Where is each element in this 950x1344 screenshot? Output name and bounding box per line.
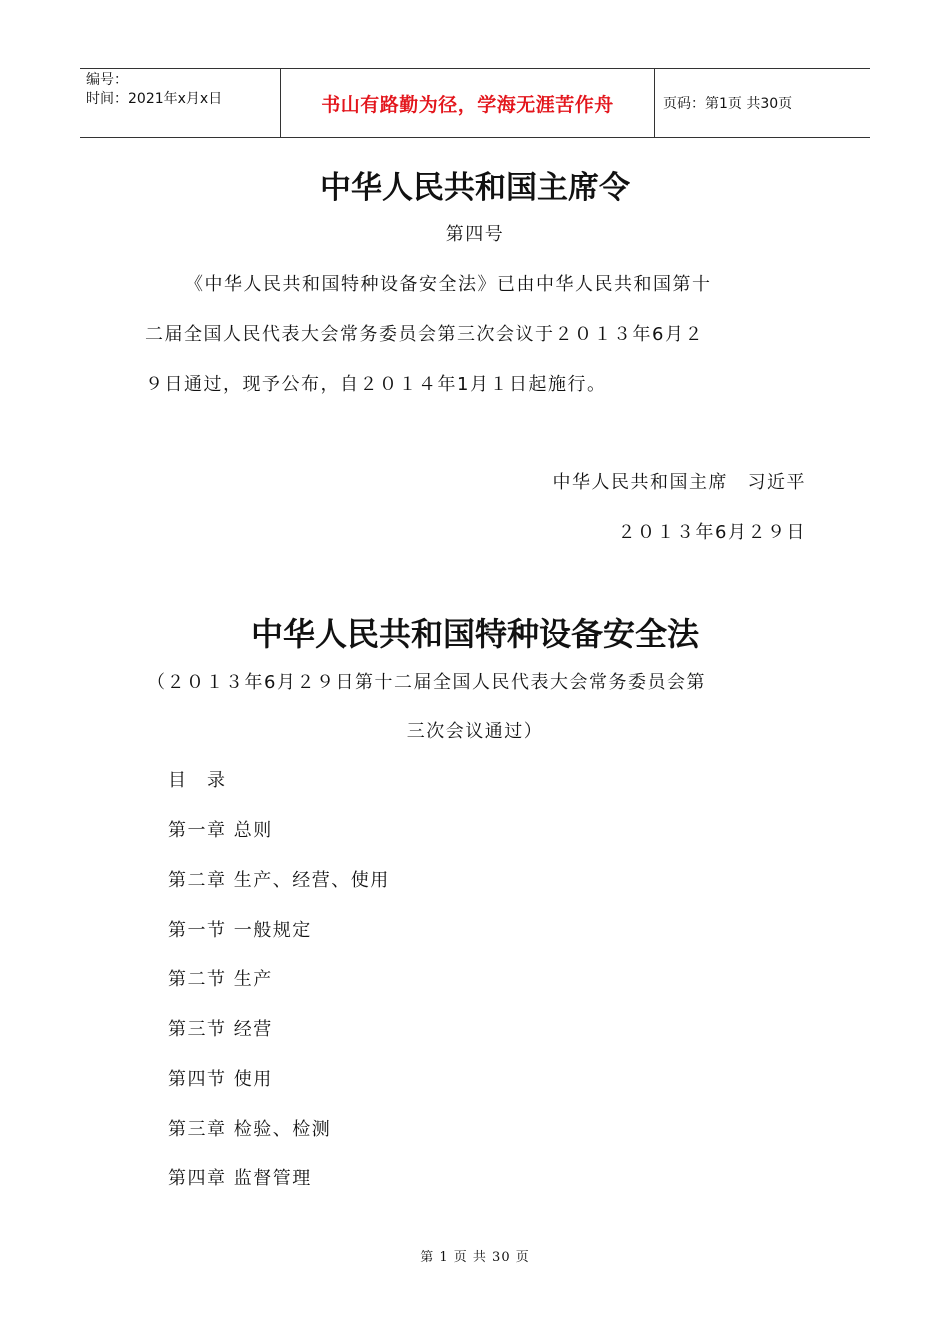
order-signature: 中华人民共和国主席 习近平 (552, 472, 806, 493)
toc-item: 第一章 总则 (168, 820, 273, 841)
order-body-line-3: ９日通过，现予公布，自２０１４年1月１日起施行。 (145, 374, 607, 395)
toc-item: 第三节 经营 (168, 1019, 273, 1040)
time-label: 时间：2021年x月x日 (86, 91, 223, 107)
motto-text: 书山有路勤为径，学海无涯苦作舟 (321, 93, 614, 116)
page-footer: 第 1 页 共 30 页 (420, 1250, 530, 1265)
document-header (80, 68, 870, 138)
order-title: 中华人民共和国主席令 (320, 170, 630, 206)
toc-item: 第一节 一般规定 (168, 920, 312, 941)
order-date: ２０１３年6月２９日 (617, 522, 806, 543)
toc-item: 第四章 监督管理 (168, 1168, 312, 1189)
header-meta-cell (80, 69, 281, 137)
order-number: 第四号 (445, 224, 505, 245)
law-title: 中华人民共和国特种设备安全法 (250, 615, 699, 653)
toc-item: 第三章 检验、检测 (168, 1119, 332, 1140)
header-page-cell (655, 69, 870, 137)
toc-heading: 目 录 (168, 770, 227, 791)
page-info: 页码：第1页 共30页 (663, 96, 793, 112)
law-subtitle-line-1: （２０１３年6月２９日第十二届全国人民代表大会常务委员会第 (147, 672, 706, 693)
toc-item: 第二章 生产、经营、使用 (168, 870, 390, 891)
order-body-line-1: 《中华人民共和国特种设备安全法》已由中华人民共和国第十 (185, 274, 712, 295)
law-subtitle-line-2: 三次会议通过） (406, 721, 544, 742)
toc-item: 第二节 生产 (168, 969, 273, 990)
order-body-line-2: 二届全国人民代表大会常务委员会第三次会议于２０１３年6月２ (145, 324, 704, 345)
number-label: 编号： (86, 72, 128, 88)
header-motto-cell (281, 69, 655, 137)
toc-item: 第四节 使用 (168, 1069, 273, 1090)
